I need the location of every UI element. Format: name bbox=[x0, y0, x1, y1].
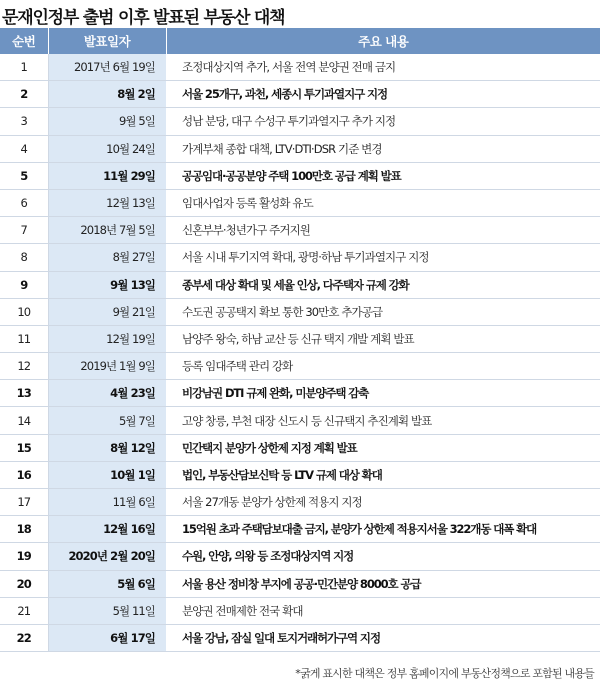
row-number: 17 bbox=[0, 489, 48, 516]
row-content: 서울 27개동 분양가 상한제 적용지 지정 bbox=[166, 489, 600, 516]
row-number: 5 bbox=[0, 162, 48, 189]
row-number: 6 bbox=[0, 189, 48, 216]
row-number: 19 bbox=[0, 543, 48, 570]
row-date: 9월 13일 bbox=[48, 271, 166, 298]
row-content: 법인, 부동산담보신탁 등 LTV 규제 대상 확대 bbox=[166, 461, 600, 488]
row-content: 수원, 안양, 의왕 등 조정대상지역 지정 bbox=[166, 543, 600, 570]
table-row bbox=[0, 162, 600, 189]
header-date: 발표일자 bbox=[48, 28, 166, 54]
row-date: 4월 23일 bbox=[48, 380, 166, 407]
row-number: 8 bbox=[0, 244, 48, 271]
row-date: 2019년 1월 9일 bbox=[48, 353, 166, 380]
table-row bbox=[0, 298, 600, 325]
row-number: 13 bbox=[0, 380, 48, 407]
row-content: 공공임대·공공분양 주택 100만호 공급 계획 발표 bbox=[166, 162, 600, 189]
row-date: 12월 19일 bbox=[48, 325, 166, 352]
row-date: 2020년 2월 20일 bbox=[48, 543, 166, 570]
row-content: 서울 25개구, 과천, 세종시 투기과열지구 지정 bbox=[166, 81, 600, 108]
row-content: 서울 강남, 잠실 일대 토지거래허가구역 지정 bbox=[166, 624, 600, 651]
row-number: 2 bbox=[0, 81, 48, 108]
row-number: 1 bbox=[0, 54, 48, 81]
table-row bbox=[0, 244, 600, 271]
row-date: 5월 7일 bbox=[48, 407, 166, 434]
row-date: 8월 27일 bbox=[48, 244, 166, 271]
table-row bbox=[0, 217, 600, 244]
table-row bbox=[0, 543, 600, 570]
row-content: 조정대상지역 추가, 서울 전역 분양권 전매 금지 bbox=[166, 54, 600, 81]
row-content: 수도권 공공택지 확보 통한 30만호 추가공급 bbox=[166, 298, 600, 325]
row-number: 11 bbox=[0, 325, 48, 352]
row-number: 16 bbox=[0, 461, 48, 488]
row-date: 8월 2일 bbox=[48, 81, 166, 108]
row-number: 4 bbox=[0, 135, 48, 162]
row-content: 비강남권 DTI 규제 완화, 미분양주택 감축 bbox=[166, 380, 600, 407]
table-row bbox=[0, 325, 600, 352]
row-date: 5월 11일 bbox=[48, 597, 166, 624]
row-number: 12 bbox=[0, 353, 48, 380]
row-content: 민간택지 분양가 상한제 지정 계획 발표 bbox=[166, 434, 600, 461]
row-date: 11월 6일 bbox=[48, 489, 166, 516]
row-date: 10월 24일 bbox=[48, 135, 166, 162]
row-content: 가계부채 종합 대책, LTV·DTI·DSR 기준 변경 bbox=[166, 135, 600, 162]
row-content: 15억원 초과 주택담보대출 금지, 분양가 상한제 적용지서울 322개동 대폭 확대 bbox=[166, 516, 600, 543]
policy-table bbox=[0, 28, 600, 652]
row-content: 등록 임대주택 관리 강화 bbox=[166, 353, 600, 380]
row-date: 12월 16일 bbox=[48, 516, 166, 543]
table-body bbox=[0, 54, 600, 652]
row-content: 임대사업자 등록 활성화 유도 bbox=[166, 189, 600, 216]
row-number: 14 bbox=[0, 407, 48, 434]
row-content: 성남 분당, 대구 수성구 투기과열지구 추가 지정 bbox=[166, 108, 600, 135]
row-date: 6월 17일 bbox=[48, 624, 166, 651]
row-date: 10월 1일 bbox=[48, 461, 166, 488]
table-row bbox=[0, 135, 600, 162]
table-header-row bbox=[0, 28, 600, 54]
row-content: 신혼부부·청년가구 주거지원 bbox=[166, 217, 600, 244]
header-content: 주요 내용 bbox=[166, 28, 600, 54]
table-row bbox=[0, 54, 600, 81]
row-content: 분양권 전매제한 전국 확대 bbox=[166, 597, 600, 624]
table-row bbox=[0, 516, 600, 543]
table-row bbox=[0, 407, 600, 434]
table-row bbox=[0, 570, 600, 597]
table-row bbox=[0, 489, 600, 516]
row-content: 남양주 왕숙, 하남 교산 등 신규 택지 개발 계획 발표 bbox=[166, 325, 600, 352]
table-row bbox=[0, 380, 600, 407]
table-row bbox=[0, 189, 600, 216]
row-number: 22 bbox=[0, 624, 48, 651]
table-row bbox=[0, 434, 600, 461]
table-row bbox=[0, 81, 600, 108]
table-row bbox=[0, 353, 600, 380]
row-date: 11월 29일 bbox=[48, 162, 166, 189]
row-number: 10 bbox=[0, 298, 48, 325]
row-number: 20 bbox=[0, 570, 48, 597]
row-number: 18 bbox=[0, 516, 48, 543]
row-number: 15 bbox=[0, 434, 48, 461]
footnote: *굵게 표시한 대책은 정부 홈페이지에 부동산정책으로 포함된 내용들 bbox=[295, 667, 594, 680]
row-date: 9월 5일 bbox=[48, 108, 166, 135]
row-content: 종부세 대상 확대 및 세율 인상, 다주택자 규제 강화 bbox=[166, 271, 600, 298]
table-row bbox=[0, 624, 600, 651]
row-date: 2018년 7월 5일 bbox=[48, 217, 166, 244]
table-row bbox=[0, 271, 600, 298]
row-number: 3 bbox=[0, 108, 48, 135]
table-row bbox=[0, 461, 600, 488]
row-content: 서울 용산 정비창 부지에 공공·민간분양 8000호 공급 bbox=[166, 570, 600, 597]
row-number: 9 bbox=[0, 271, 48, 298]
page-title: 문재인정부 출범 이후 발표된 부동산 대책 bbox=[2, 8, 285, 28]
table-row bbox=[0, 597, 600, 624]
row-date: 9월 21일 bbox=[48, 298, 166, 325]
table-row bbox=[0, 108, 600, 135]
row-date: 8월 12일 bbox=[48, 434, 166, 461]
header-number: 순번 bbox=[0, 28, 48, 54]
row-number: 21 bbox=[0, 597, 48, 624]
row-date: 12월 13일 bbox=[48, 189, 166, 216]
row-content: 서울 시내 투기지역 확대, 광명·하남 투기과열지구 지정 bbox=[166, 244, 600, 271]
row-number: 7 bbox=[0, 217, 48, 244]
row-date: 5월 6일 bbox=[48, 570, 166, 597]
row-date: 2017년 6월 19일 bbox=[48, 54, 166, 81]
row-content: 고양 창릉, 부천 대장 신도시 등 신규택지 추진계획 발표 bbox=[166, 407, 600, 434]
